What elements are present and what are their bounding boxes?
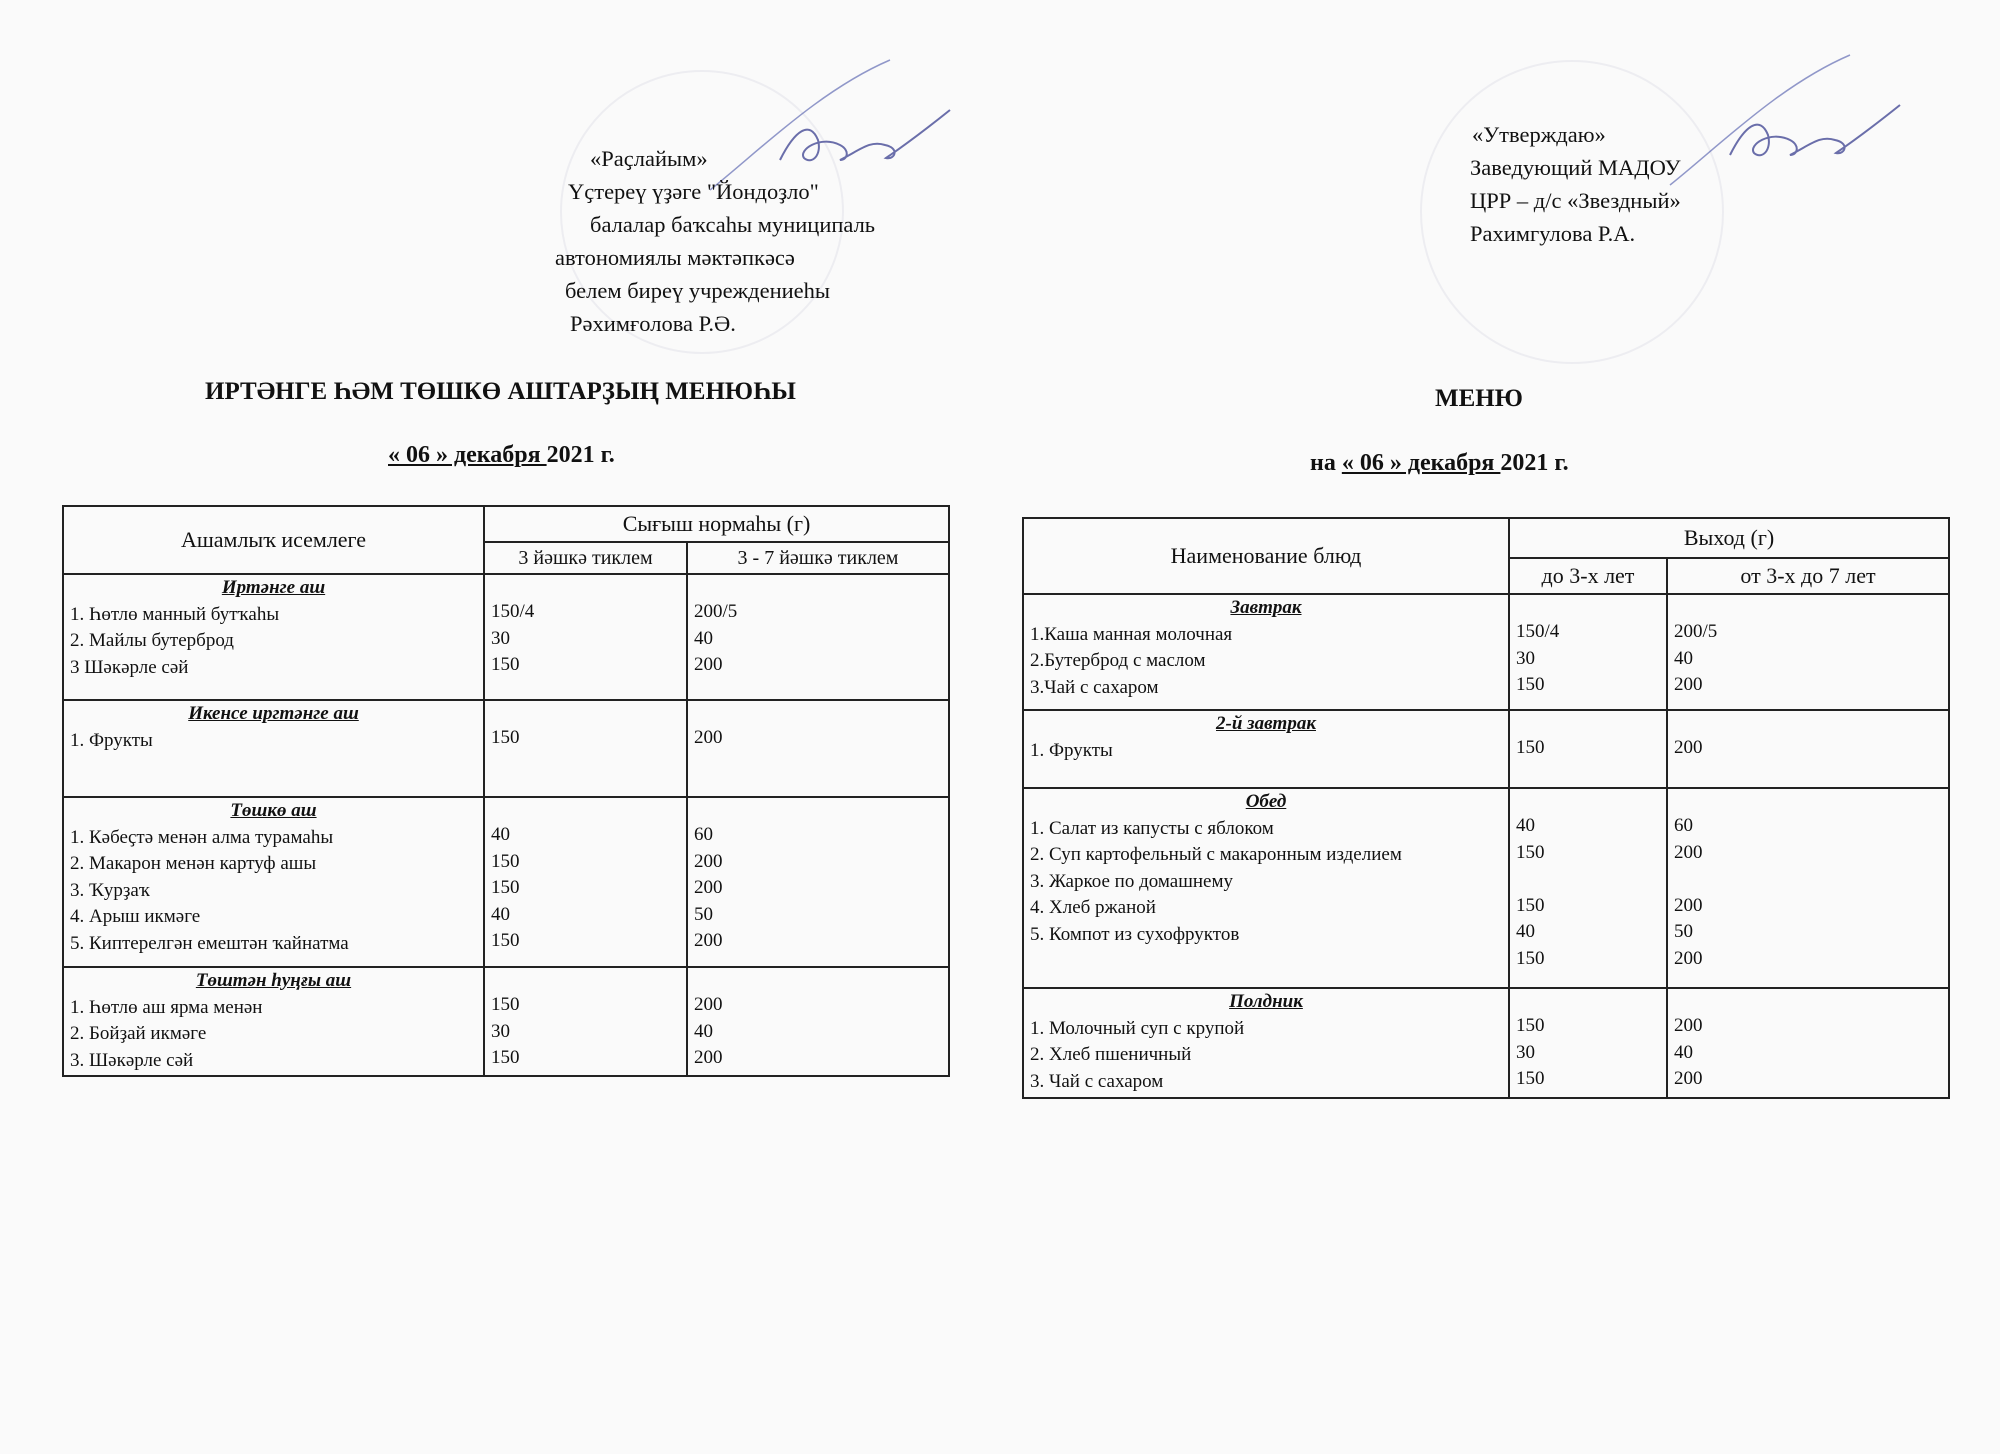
meal-section-title: Иртәнге аш (221, 577, 326, 598)
date-prefix: на (1310, 450, 1342, 476)
yield-value: 200/5 (1674, 621, 1718, 642)
yield-value: 150 (1516, 947, 1545, 969)
date-right (1310, 450, 1569, 477)
meal-section-title: Полдник (1229, 991, 1303, 1012)
yield-cell (1509, 594, 1667, 710)
yield-value: 150 (1516, 841, 1545, 863)
menu-section-row (1023, 594, 1949, 710)
date-year: 2021 г. (546, 442, 615, 468)
header-dish-name: Ашамлыҡ исемлеге (63, 506, 484, 574)
approval-line: Рахимгулова Р.А. (1470, 221, 1636, 246)
dish-item: 2. Макарон менән картуф ашы (70, 853, 317, 874)
yield-value: 50 (694, 903, 713, 925)
menu-section-row (1023, 710, 1949, 788)
menu-section-row (63, 574, 949, 700)
header-age-col1: 3 йәшкә тиклем (484, 542, 687, 574)
yield-cell (1509, 788, 1667, 988)
dish-item: 2. Хлеб пшеничный (1030, 1044, 1192, 1065)
approval-line: «Утверждаю» (1472, 122, 1606, 147)
yield-value: 200 (694, 1047, 723, 1068)
yield-cell (484, 700, 687, 797)
dish-item: 2. Суп картофельный с макаронным изделием (1030, 844, 1402, 865)
dish-item: 3 Шәкәрле сәй (70, 656, 189, 678)
yield-value: 40 (1674, 1041, 1693, 1063)
yield-value: 200/5 (694, 601, 738, 622)
dish-cell (1023, 788, 1509, 988)
yield-value: 200 (1674, 947, 1703, 969)
yield-value: 150 (1516, 894, 1545, 916)
yield-value: 150/4 (491, 601, 535, 622)
approval-line: автономиялы мәктәпкәсә (555, 245, 795, 270)
yield-cell (484, 574, 687, 700)
dish-item: 3.Чай с сахаром (1030, 676, 1159, 698)
yield-value: 200 (1674, 894, 1703, 916)
menu-table-right (1022, 517, 1950, 1099)
yield-value: 200 (1674, 674, 1703, 695)
dish-cell (1023, 710, 1509, 788)
dish-item: 3. Шәкәрле сәй (70, 1049, 194, 1071)
menu-table-left (62, 505, 950, 1077)
yield-value: 40 (1516, 815, 1535, 836)
yield-value: 40 (1516, 921, 1535, 942)
dish-item: 1. Һөтлө манный бутҡаһы (70, 603, 280, 625)
dish-item: 1.Каша манная молочная (1030, 623, 1233, 645)
dish-item: 2.Бутерброд с маслом (1030, 650, 1206, 671)
meal-section-title: Обед (1245, 791, 1287, 812)
date-value: « 06 » декабря (388, 442, 547, 468)
header-age-col2: от 3-х до 7 лет (1667, 558, 1949, 594)
dish-cell (1023, 594, 1509, 710)
dish-item: 1. Фрукты (1030, 739, 1113, 761)
meal-section-title: Завтрак (1230, 597, 1302, 618)
yield-value: 150 (491, 877, 520, 898)
dish-item: 1. Һөтлө аш ярма менән (70, 996, 263, 1018)
dish-cell (63, 967, 484, 1076)
approval-line: ЦРР – д/с «Звездный» (1470, 188, 1681, 213)
yield-value: 200 (694, 654, 723, 675)
yield-value: 50 (1674, 921, 1693, 942)
date-left (388, 442, 615, 469)
dish-item: 1. Салат из капусты с яблоком (1030, 817, 1274, 839)
meal-section-title: Төшкө аш (230, 800, 317, 821)
page-title-right: МЕНЮ (1435, 385, 1523, 412)
dish-item: 3. Жаркое по домашнему (1030, 870, 1233, 892)
yield-cell (1667, 594, 1949, 710)
menu-section-row (1023, 788, 1949, 988)
yield-value: 200 (694, 727, 723, 748)
dish-item: 1. Кәбеҫтә менән алма турамаһы (70, 826, 334, 848)
yield-value: 150 (1516, 674, 1545, 695)
yield-cell (484, 797, 687, 967)
dish-item: 3. Чай с сахаром (1030, 1070, 1164, 1092)
menu-section-row (63, 797, 949, 967)
yield-cell (1509, 710, 1667, 788)
dish-item: 1. Фрукты (70, 729, 153, 751)
yield-cell (687, 967, 949, 1076)
yield-cell (484, 967, 687, 1076)
date-value: « 06 » декабря (1341, 450, 1501, 476)
yield-value: 150 (1516, 737, 1545, 758)
yield-cell (687, 574, 949, 700)
yield-value: 200 (1674, 737, 1703, 758)
yield-value (1516, 866, 1660, 893)
dish-cell (1023, 988, 1509, 1098)
dish-item: 4. Хлеб ржаной (1030, 897, 1156, 918)
yield-cell (1667, 710, 1949, 788)
yield-value: 150 (1516, 1015, 1545, 1036)
approval-line: балалар баҡсаһы муниципаль (590, 212, 876, 237)
dish-cell (63, 797, 484, 967)
yield-value: 150 (1516, 1068, 1545, 1089)
dish-item: 1. Молочный суп с крупой (1030, 1017, 1245, 1039)
yield-cell (687, 797, 949, 967)
yield-value: 150 (491, 850, 520, 872)
yield-value: 40 (694, 1020, 713, 1042)
dish-item: 4. Арыш икмәге (70, 906, 201, 927)
yield-value: 200 (694, 877, 723, 898)
dish-cell (63, 574, 484, 700)
approval-line: «Раҫлайым» (590, 146, 708, 171)
approval-line: Рәхимғолова Р.Ә. (570, 311, 736, 336)
menu-section-row (1023, 988, 1949, 1098)
page-title-left: ИРТӘНГЕ ҺӘМ ТӨШКӨ АШТАРҘЫҢ МЕНЮҺЫ (205, 378, 796, 405)
yield-value: 150 (491, 654, 520, 675)
yield-value: 200 (1674, 841, 1703, 863)
yield-value: 200 (694, 930, 723, 951)
date-year: 2021 г. (1500, 450, 1569, 476)
approval-line: Заведующий МАДОУ (1470, 155, 1681, 180)
yield-value: 150 (491, 727, 520, 748)
meal-section-title: Икенсе иргтәнге аш (188, 703, 359, 724)
dish-cell (63, 700, 484, 797)
header-age-col2: 3 - 7 йәшкә тиклем (687, 542, 949, 574)
dish-item: 5. Киптерелгән емештән ҡайнатма (70, 932, 349, 954)
yield-value: 30 (1516, 1041, 1535, 1063)
approval-line: Үҫтереү үҙәге "Йондоҙло" (568, 179, 819, 204)
yield-value: 200 (1674, 1015, 1703, 1036)
meal-section-title: 2-й завтрак (1216, 713, 1316, 734)
yield-value: 150 (491, 1047, 520, 1068)
signature-right (1660, 45, 1920, 205)
yield-cell (1509, 988, 1667, 1098)
yield-value: 40 (1674, 647, 1693, 669)
yield-value: 30 (491, 627, 510, 649)
header-yield: Сығыш нормаһы (г) (484, 506, 949, 542)
dish-item: 3. Ҡурҙаҡ (70, 879, 150, 901)
menu-section-row (63, 700, 949, 797)
meal-section-title: Төштән һуңғы аш (195, 970, 352, 991)
yield-value: 200 (694, 994, 723, 1015)
yield-value: 30 (1516, 647, 1535, 669)
yield-value: 200 (1674, 1068, 1703, 1089)
dish-item: 2. Майлы бутерброд (70, 630, 234, 651)
yield-cell (687, 700, 949, 797)
yield-cell (1667, 788, 1949, 988)
dish-item: 5. Компот из сухофруктов (1030, 923, 1240, 945)
header-yield: Выход (г) (1509, 518, 1949, 558)
header-dish-name: Наименование блюд (1023, 518, 1509, 594)
header-age-col1: до 3-х лет (1509, 558, 1667, 594)
approval-block-left (550, 142, 875, 340)
yield-value: 150 (491, 930, 520, 951)
yield-value: 40 (491, 824, 510, 845)
yield-value: 60 (1674, 815, 1693, 836)
approval-line: белем биреү учреждениеһы (565, 278, 831, 303)
yield-value: 60 (694, 824, 713, 845)
yield-value (1674, 866, 1942, 893)
yield-value: 200 (694, 850, 723, 872)
menu-section-row (63, 967, 949, 1076)
yield-value: 150/4 (1516, 621, 1560, 642)
yield-value: 40 (694, 627, 713, 649)
yield-value: 40 (491, 903, 510, 925)
yield-value: 30 (491, 1020, 510, 1042)
yield-value: 150 (491, 994, 520, 1015)
yield-cell (1667, 988, 1949, 1098)
dish-item: 2. Бойҙай икмәге (70, 1023, 207, 1044)
approval-block-right (1470, 118, 1681, 250)
